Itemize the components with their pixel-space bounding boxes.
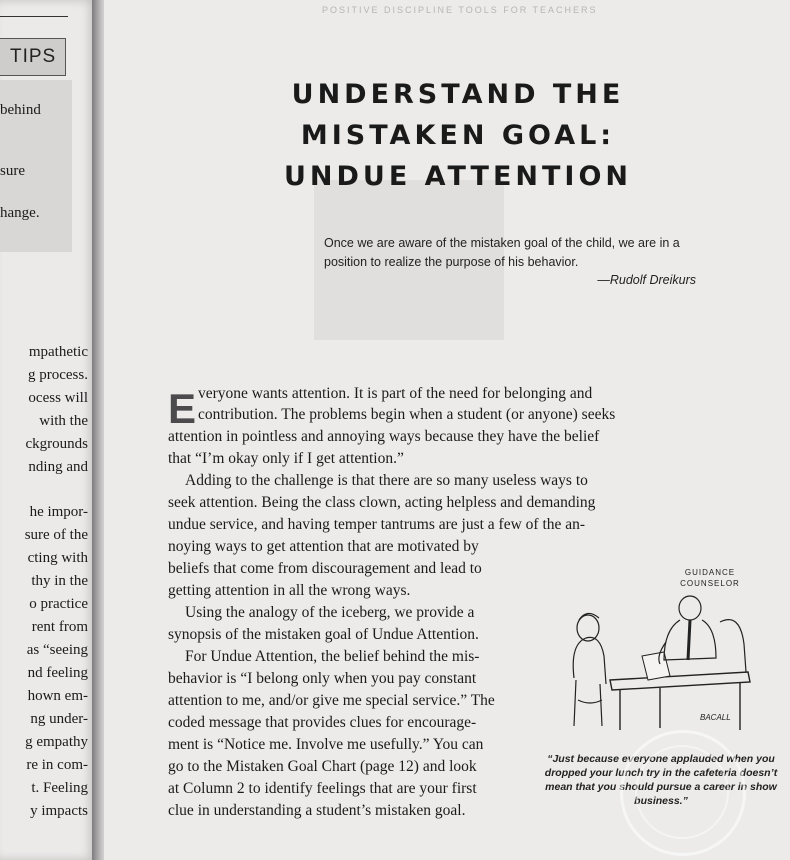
left-text-line: re in com- [26,757,88,773]
left-text-line: ocess will [28,390,88,406]
cartoon-caption: “Just because everyone applauded when you dropped your lunch try in the cafeteria doesn’t mean that you should pursue a career in show business.” [544,753,778,807]
left-text-line: hown em- [27,688,88,704]
title-line: UNDERSTAND THE [291,79,625,110]
cartoon-illustration [560,560,760,735]
left-text-line: thy in the [31,573,88,589]
body-line: behavior is “I belong only when you pay constant [168,670,477,687]
left-text-line: g process. [28,367,88,383]
body-line: seek attention. Being the class clown, acting helpless and demanding [168,494,596,511]
left-text-line: g empathy [25,734,88,750]
title-line: UNDUE ATTENTION [283,161,632,192]
left-snippet: behind [0,102,41,118]
body-line: Using the analogy of the iceberg, we provide a [185,604,475,621]
left-text-line: ng under- [30,711,88,727]
tips-label: TIPS [0,38,66,76]
body-line: at Column 2 to identify feelings that are your first [168,780,477,797]
body-line: veryone wants attention. It is part of the need for belonging and [198,385,593,402]
body-line: coded message that provides clues for encourage- [168,714,477,731]
body-line: attention in pointless and annoying ways because they have the belief [168,428,600,445]
left-text-line: mpathetic [28,344,88,360]
body-line: undue service, and having temper tantrums are just a few of the an- [168,516,586,533]
body-line: contribution. The problems begin when a student (or anyone) seeks [198,406,616,423]
left-snippet: hange. [0,205,40,221]
epigraph-quote: Once we are aware of the mistaken goal of the child, we are in a position to realize the purpose of his behavior. [324,236,680,269]
left-snippet: sure [0,163,25,179]
cartoonist-signature: BACALL [700,713,731,722]
body-line: attention to me, and/or give me special service.” The [168,692,495,709]
running-head: POSITIVE DISCIPLINE TOOLS FOR TEACHERS [322,5,598,15]
body-line: noying ways to get attention that are motivated by [168,538,479,555]
left-text-line: as “seeing [26,642,88,658]
left-text-line: rent from [31,619,88,635]
body-line: clue in understanding a student’s mistaken goal. [168,802,466,819]
drop-cap: E [168,385,197,432]
header-rule [0,16,68,17]
epigraph-attribution: —Rudolf Dreikurs [597,273,696,287]
left-text-line: t. Feeling [31,780,88,796]
left-text-line: nding and [28,459,88,475]
left-text-line: with the [39,413,88,429]
sign-line-2: COUNSELOR [680,579,740,588]
watermark-stamp [620,730,746,856]
left-text-line: sure of the [24,527,88,543]
left-text-line: o practice [29,596,88,612]
body-line: beliefs that come from discouragement and lead to [168,560,482,577]
left-text-line: y impacts [30,803,88,819]
left-text-line: ckgrounds [25,436,88,452]
sign-line-1: GUIDANCE [684,568,736,577]
body-line: For Undue Attention, the belief behind the mis- [185,648,480,665]
left-page [0,0,96,860]
title-line: MISTAKEN GOAL: [300,120,616,151]
page-title [208,74,708,197]
left-text-line: nd feeling [27,665,88,681]
body-line: Adding to the challenge is that there are so many useless ways to [185,472,588,489]
right-page [104,0,790,860]
body-line: go to the Mistaken Goal Chart (page 12) and look [168,758,477,775]
body-line: that “I’m okay only if I get attention.” [168,450,404,467]
left-text-line: cting with [27,550,88,566]
body-line: synopsis of the mistaken goal of Undue Attention. [168,626,479,643]
body-line: ment is “Notice me. Involve me usefully.” You can [168,736,484,753]
left-text-line: he impor- [29,504,88,520]
body-line: getting attention in all the wrong ways. [168,582,411,599]
